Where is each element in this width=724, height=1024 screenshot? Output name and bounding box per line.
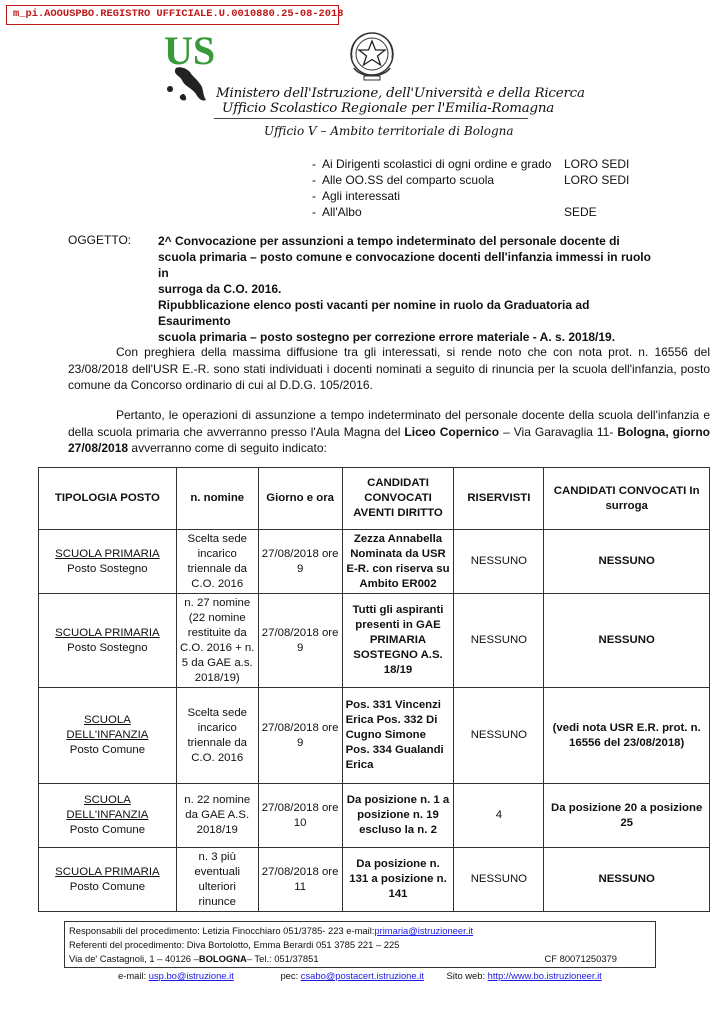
col-header-giorno: Giorno e ora [258,468,342,530]
logo-letters: US [164,28,216,73]
footer-cf: CF 80071250379 [544,953,617,964]
footer-links: e-mail: usp.bo@istruzione.it pec: csabo@postacert.istruzione.it Sito web: http://www.bo.istruzioneer.it [118,970,602,981]
col-header-nomine: n. nomine [176,468,258,530]
ministry-name: Ministero dell'Istruzione, dell'Università e della Ricerca [216,86,585,101]
regional-office-name: Ufficio Scolastico Regionale per l'Emilia-Romagna [222,101,555,116]
recipients-list [312,156,642,220]
footer-referents: Referenti del procedimento: Diva Bortolotto, Emma Berardi 051 3785 221 – 225 [69,939,400,950]
footer-contacts [64,921,656,968]
pec-email-link[interactable]: csabo@postacert.istruzione.it [300,970,424,981]
table-header-row [39,468,710,530]
recipient-item: - All'Albo SEDE [312,205,597,219]
office-email-link[interactable]: usp.bo@istruzione.it [148,970,234,981]
intro-paragraph: Con preghiera della massima diffusione tra gli interessati, si rende noto che con nota prot. n. 16556 del 23/08/2018 dell'USR E.-R. sono stati individuati i docenti nominati a seguito di rinuncia per la scuola dell'infanzia, posto comune da Concorso ordinario di cui al D.D.G. 105/2016. [68,345,710,392]
header-divider [214,118,528,119]
col-header-tipologia: TIPOLOGIA POSTO [39,468,177,530]
col-header-candidati: CANDIDATI CONVOCATI AVENTI DIRITTO [342,468,454,530]
italian-emblem [346,28,398,84]
subject-label: OGGETTO: [68,233,132,247]
col-header-riservisti: RISERVISTI [454,468,544,530]
convocation-table [38,467,710,912]
office-subtitle: Ufficio V – Ambito territoriale di Bologna [264,124,514,138]
operations-paragraph: Pertanto, le operazioni di assunzione a tempo indeterminato del personale docente della scuola dell'infanzia e della scuola primaria che avverranno presso l'Aula Magna del Liceo Copernico – Via Garavaglia 11- Bologna, giorno 27/08/2018 avverranno come di seguito indicato: [68,408,711,455]
recipient-item: - Alle OO.SS del comparto scuola LORO SEDI [312,173,630,187]
footer-responsible: Responsabili del procedimento: Letizia Finocchiaro 051/3785- 223 e-mail: primaria@istruzioneer.it [69,925,474,936]
recipient-item: - Ai Dirigenti scolastici di ogni ordine e grado LORO SEDI [312,157,630,171]
col-header-surroga: CANDIDATI CONVOCATI In surroga [544,468,710,530]
subject-text: 2^ Convocazione per assunzioni a tempo indeterminato del personale docente di scuola primaria – posto comune e convocazione docenti dell'infanzia immessi in ruolo in surroga da C.O. 2016. Ripubblicazione elenco posti vacanti per nomine in ruolo da Graduatoria ad Esaurimento scuola primaria – posto sostegno per correzione errore materiale - A. s. 2018/19. [158,234,651,344]
table-row: SCUOLA DELL'INFANZIA Posto Comune n. 22 nomine da GAE A.S. 2018/19 27/08/2018 ore 10 Da posizione n. 1 a posizione n. 19 escluso la n. 2 4 Da posizione 20 a posizione 25 [39,784,710,848]
recipient-item: - Agli interessati [312,189,401,203]
table-row: SCUOLA DELL'INFANZIA Posto Comune Scelta sede incarico triennale da C.O. 2016 27/08/2018 ore 9 Pos. 331 Vincenzi Erica Pos. 332 Di Cugno Simone Pos. 334 Gualandi Erica NESSUNO (vedi nota USR E.R. prot. n. 16556 del 23/08/2018) [39,688,710,784]
website-link[interactable]: http://www.bo.istruzioneer.it [487,970,602,981]
primaria-email-link[interactable]: primaria@istruzioneer.it [374,925,474,936]
table-row: SCUOLA PRIMARIA Posto Sostegno Scelta sede incarico triennale da C.O. 2016 27/08/2018 ore 9 Zezza Annabella Nominata da USR E-R. con riserva su Ambito ER002 NESSUNO NESSUNO [39,530,710,594]
protocol-stamp: m_pi.AOOUSPBO.REGISTRO UFFICIALE.U.0010880.25-08-2018 [6,5,339,25]
table-row: SCUOLA PRIMARIA Posto Comune n. 3 più eventuali ulteriori rinunce 27/08/2018 ore 11 Da posizione n. 131 a posizione n. 141 NESSUNO NESSUNO [39,848,710,912]
footer-address: Via de' Castagnoli, 1 – 40126 – BOLOGNA – Tel.: 051/37851 CF 80071250379 [69,953,617,964]
usr-logo [162,28,222,108]
table-row: SCUOLA PRIMARIA Posto Sostegno n. 27 nomine (22 nomine restituite da C.O. 2016 + n. 5 da GAE a.s. 2018/19) 27/08/2018 ore 9 Tutti gli aspiranti presenti in GAE PRIMARIA SOSTEGNO A.S. 18/19 NESSUNO NESSUNO [39,594,710,688]
